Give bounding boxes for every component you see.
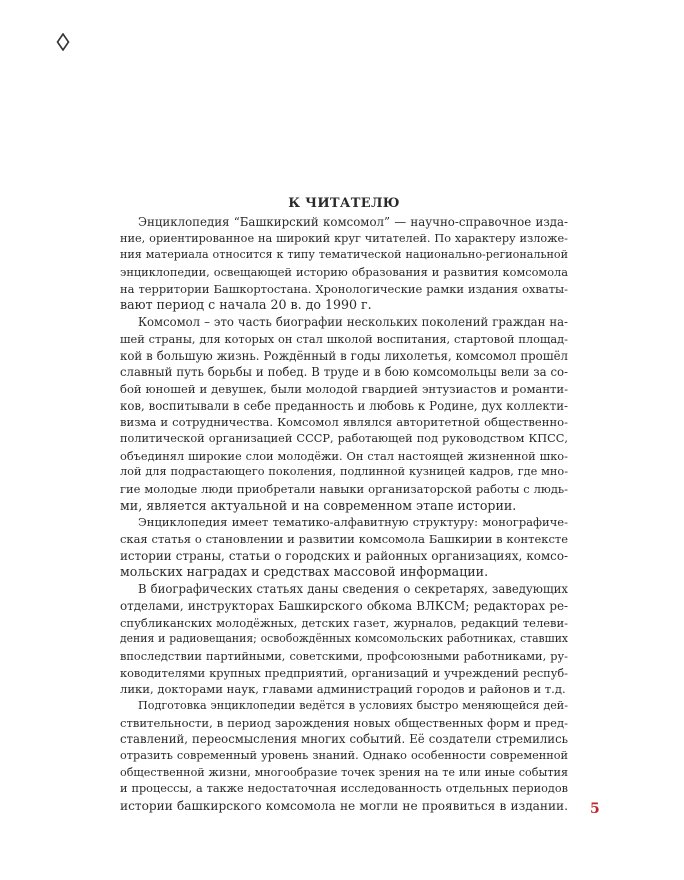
text-line: энциклопедии, освещающей историю образования и развития комсомола bbox=[120, 265, 568, 280]
text-line: мольских наградах и средствах массовой информации. bbox=[120, 564, 489, 580]
text-line: гие молодые люди приобретали навыки организаторской работы с людь- bbox=[120, 482, 568, 496]
text-line: истории башкирского комсомола не могли не проявиться в издании. bbox=[120, 799, 568, 814]
text-line: вают период с начала 20 в. до 1990 г. bbox=[120, 297, 372, 313]
text-line: и процессы, а также недостаточная исследованность отдельных периодов bbox=[120, 782, 568, 796]
paragraph bbox=[120, 581, 568, 698]
text-line: истории страны, статьи о городских и районных организациях, комсо- bbox=[120, 548, 568, 563]
paragraph bbox=[120, 514, 568, 581]
paragraph bbox=[120, 698, 568, 815]
page-title: К ЧИТАТЕЛЮ bbox=[288, 196, 400, 211]
text-line: ния материала относится к типу тематической национально-региональной bbox=[120, 248, 568, 262]
text-line: славный путь борьбы и побед. В труде и в бою комсомольцы вели за со- bbox=[120, 365, 568, 380]
text-line: визма и сотрудничества. Комсомол являлся авторитетной общественно- bbox=[120, 415, 568, 430]
text-line: политической организацией СССР, работающей под руководством КПСС, bbox=[120, 431, 568, 445]
text-line: кой в большую жизнь. Рождённый в годы лихолетья, комсомол прошёл bbox=[120, 348, 568, 363]
text-line: лой для подрастающего поколения, подлинной кузницей кадров, где мно- bbox=[120, 465, 568, 479]
text-line: на территории Башкортостана. Хронологические рамки издания охваты- bbox=[120, 281, 568, 296]
text-line: отделами, инструкторах Башкирского обкома ВЛКСМ; редакторах ре- bbox=[120, 598, 568, 613]
paragraph bbox=[120, 214, 568, 314]
paragraph bbox=[120, 314, 568, 514]
text-line: бой юношей и девушек, были молодой гвардией энтузиастов и романти- bbox=[120, 381, 568, 396]
text-line: дения и радиовещания; освобождённых комсомольских работниках, ставших bbox=[120, 632, 568, 646]
text-line: ская статья о становлении и развитии комсомола Башкирии в контексте bbox=[120, 532, 568, 547]
text-line: ставлений, переосмысления многих событий. Её создатели стремились bbox=[120, 732, 568, 747]
text-line: ков, воспитывали в себе преданность и любовь к Родине, дух коллекти- bbox=[120, 398, 568, 413]
text-line: спубликанских молодёжных, детских газет, журналов, редакций телеви- bbox=[120, 615, 568, 630]
text-line: лики, докторами наук, главами администраций городов и районов и т.д. bbox=[120, 682, 566, 697]
text-line: Подготовка энциклопедии ведётся в условиях быстро меняющейся дей- bbox=[138, 698, 568, 712]
text-line: Энциклопедия имеет тематико-алфавитную структуру: монографиче- bbox=[138, 515, 568, 530]
text-line: Комсомол – это часть биографии нескольких поколений граждан на- bbox=[138, 315, 568, 330]
text-line: ми, является актуальной и на современном этапе истории. bbox=[120, 497, 517, 513]
text-line: объединял широкие слои молодёжи. Он стал настоящей жизненной шко- bbox=[120, 448, 568, 463]
text-line: ствительности, в период зарождения новых общественных форм и пред- bbox=[120, 715, 568, 730]
text-line: общественной жизни, многообразие точек зрения на те или иные события bbox=[120, 765, 568, 779]
page-number: 5 bbox=[590, 801, 600, 817]
text-line: ководителями крупных предприятий, организаций и учреждений респуб- bbox=[120, 665, 568, 680]
text-line: ние, ориентированное на широкий круг читателей. По характеру изложе- bbox=[120, 231, 568, 245]
text-line: впоследствии партийными, советскими, профсоюзными работниками, ру- bbox=[120, 648, 568, 663]
body-text bbox=[120, 214, 568, 815]
text-line: отразить современный уровень знаний. Однако особенности современной bbox=[120, 749, 568, 762]
text-line: В биографических статьях даны сведения о секретарях, заведующих bbox=[138, 582, 568, 597]
text-line: Энциклопедия “Башкирский комсомол” — научно-справочное изда- bbox=[138, 215, 568, 229]
text-line: шей страны, для которых он стал школой воспитания, стартовой площад- bbox=[120, 331, 568, 346]
diamond-outline-icon bbox=[56, 33, 70, 51]
